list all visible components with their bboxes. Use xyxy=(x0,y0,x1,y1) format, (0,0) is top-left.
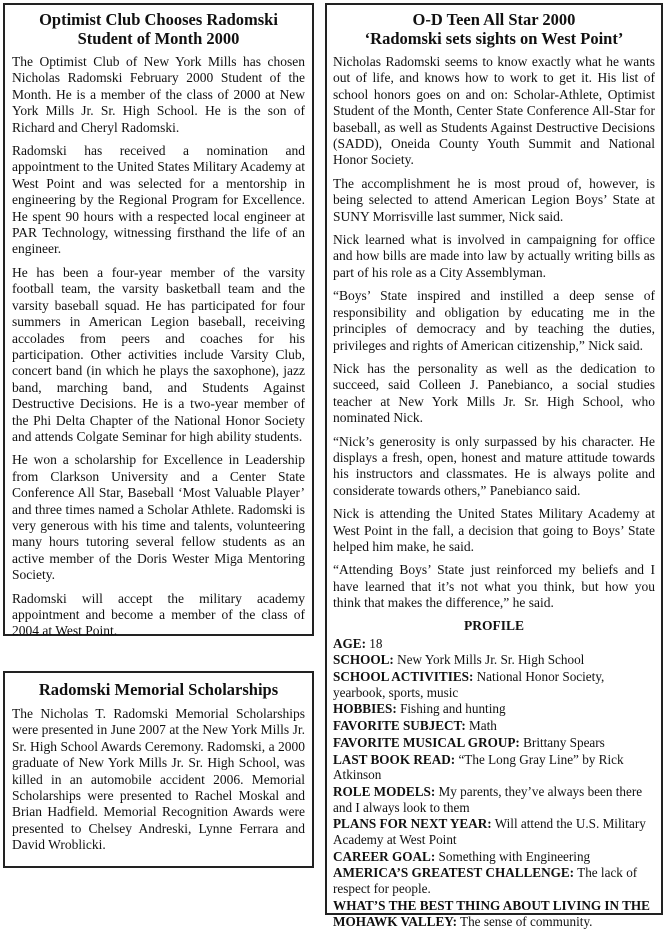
optimist-paragraph: The Optimist Club of New York Mills has chosen Nicholas Radomski February 2000 Student of the Month. He is a member of the class of 2000 at New York Mills Jr. Sr. High School. He is the son of Richard and Cheryl Radomski. xyxy=(12,54,305,135)
memorial-headline: Radomski Memorial Scholarships xyxy=(38,680,279,699)
profile-item-age xyxy=(333,636,655,652)
teen-paragraph: “Attending Boys’ State just reinforced my beliefs and I have learned that it’s not what you think, but how you think that makes the difference,” he said. xyxy=(333,562,655,611)
teen-paragraph: Nick has the personality as well as the dedication to succeed, said Colleen J. Panebianco, a social studies teacher at New York Mills Jr. Sr. High School, who nominated Nick. xyxy=(333,360,655,426)
profile-item-plans xyxy=(333,816,655,847)
profile-label: SCHOOL ACTIVITIES: xyxy=(333,669,474,684)
profile-label: SCHOOL: xyxy=(333,652,394,668)
memorial-article xyxy=(3,671,314,868)
profile-value: Something with Engineering xyxy=(435,848,591,864)
optimist-paragraph: He has been a four-year member of the varsity football team, the varsity basketball team and the varsity baseball squad. He has participated for four summers in American Legion baseball, receiving accolades from peers and coaches for his participation. Other activities include Varsity Club, concert band (in which he plays the saxophone), jazz band, marching band, and Students Against Destructive Decisions. He is a two-year member of the Phi Delta Chapter of the National Honor Society and attends Colgate Seminar for high ability students. xyxy=(12,264,305,444)
profile-value: Brittany Spears xyxy=(519,734,605,750)
optimist-headline-line1: Optimist Club Chooses Radomski xyxy=(39,10,278,29)
optimist-paragraph: Radomski will accept the military academy appointment and become a member of the class of 2004 at West Point. xyxy=(12,590,305,639)
profile-value: The sense of community. xyxy=(456,913,593,929)
profile-label: PLANS FOR NEXT YEAR: xyxy=(333,816,492,832)
profile-item-last-book xyxy=(333,752,655,783)
profile-item-subject xyxy=(333,718,655,734)
profile-value: “The Long Gray Line” by Rick Atkinson xyxy=(333,751,624,783)
teen-paragraph: Nick is attending the United States Military Academy at West Point in the fall, a decision that going to Boys’ State helped him make, he said. xyxy=(333,506,655,554)
profile-value: National Honor Society, yearbook, sports, music xyxy=(333,669,605,700)
optimist-article xyxy=(3,3,314,639)
profile-label: HOBBIES: xyxy=(333,701,397,717)
profile-label: AMERICA’S GREATEST CHALLENGE: xyxy=(333,865,575,881)
profile-value: The lack of respect for people. xyxy=(333,865,638,897)
optimist-paragraph: He won a scholarship for Excellence in Leadership from Clarkson University and a Center State Conference All Star, Baseball ‘Most Valuable Player’ and three times named a Scholar Athlete. Radomski is very generous with his time and talents, volunteering many hours tutoring several fellow students as an active member of the Doris Wester Miga Mentoring Society. xyxy=(12,452,305,583)
profile-label: ROLE MODELS: xyxy=(333,783,436,799)
profile-value: Will attend the U.S. Military Academy at West Point xyxy=(333,816,646,848)
teen-paragraph: The accomplishment he is most proud of, however, is being selected to attend American Legion Boys’ State at SUNY Morrisville last summer, Nick said. xyxy=(333,175,655,224)
profile-value: 18 xyxy=(365,635,383,651)
profile-item-mohawk-valley xyxy=(333,898,655,929)
profile-item-school xyxy=(333,652,655,668)
optimist-paragraph: Radomski has received a nomination and appointment to the United States Military Academy at West Point and was selected for a mentorship in engineering by the Regional Program for Excellence. He spent 90 hours with a respected local engineer at PAR Technology, witnessing firsthand the life of an engineer. xyxy=(12,143,305,257)
teen-paragraph: “Boys’ State inspired and instilled a deep sense of responsibility and obligation by educating me in the principles of democracy and by teaching the duties, privileges and rights of American citizenship,” Nick said. xyxy=(333,288,655,353)
profile-item-challenge xyxy=(333,865,655,896)
teen-headline-line1: O-D Teen All Star 2000 xyxy=(412,10,576,29)
teen-paragraph: Nick learned what is involved in campaigning for office and how bills are made into law by actually writing bills as part of his role as a City Assemblyman. xyxy=(333,232,655,280)
profile-value: My parents, they’ve always been there and I always look to them xyxy=(333,783,643,815)
profile-item-career xyxy=(333,849,655,865)
profile-label: WHAT’S THE BEST THING ABOUT LIVING IN THE MOHAWK VALLEY: xyxy=(333,897,650,929)
profile-label: FAVORITE MUSICAL GROUP: xyxy=(333,734,520,750)
teen-headline-line2: ‘Radomski sets sights on West Point’ xyxy=(364,29,624,48)
profile-heading: PROFILE xyxy=(463,617,524,633)
optimist-headline xyxy=(12,10,305,48)
profile-list xyxy=(333,636,655,929)
profile-value: Math xyxy=(465,718,497,734)
memorial-paragraph: The Nicholas T. Radomski Memorial Scholarships were presented in June 2007 at the New York Mills Jr. Sr. High School Awards Ceremony. Radomski, a 2000 graduate of New York Mills Jr. Sr. High School, was killed in an automobile accident 2006. Memorial Scholarships were presented to Rachel Moskal and Brian Hadfield. Memorial Recognition Awards were presented to Chelsey Andreski, Lynne Ferrara and David Wroblicki. xyxy=(12,706,305,853)
profile-label: CAREER GOAL: xyxy=(333,848,436,864)
profile-label: LAST BOOK READ: xyxy=(333,751,456,767)
profile-value: Fishing and hunting xyxy=(396,701,506,717)
optimist-headline-line2: Student of Month 2000 xyxy=(77,29,240,48)
profile-label: FAVORITE SUBJECT: xyxy=(333,718,466,734)
profile-label: AGE: xyxy=(333,635,366,651)
profile-item-musical-group xyxy=(333,735,655,751)
teen-paragraph: “Nick’s generosity is only surpassed by his character. He displays a fresh, open, honest and mature attitude towards his instructors and classmates. He is always polite and considerate towards others,” Panebianco said. xyxy=(333,433,655,498)
teen-all-star-article xyxy=(325,3,663,929)
profile-item-hobbies xyxy=(333,701,655,717)
teen-headline xyxy=(333,10,655,48)
profile-item-activities xyxy=(333,669,655,700)
profile-value: New York Mills Jr. Sr. High School xyxy=(393,652,585,668)
profile-item-role-models xyxy=(333,784,655,815)
teen-paragraph: Nicholas Radomski seems to know exactly what he wants out of life, and knows how to work to get it. His list of school honors goes on and on: Scholar-Athlete, Optimist Student of the Month, Center State Conference All-Star for baseball, as well as Students Against Destructive Decisions (SADD), Oneida County Youth Summit and National Honor Society. xyxy=(333,54,655,168)
